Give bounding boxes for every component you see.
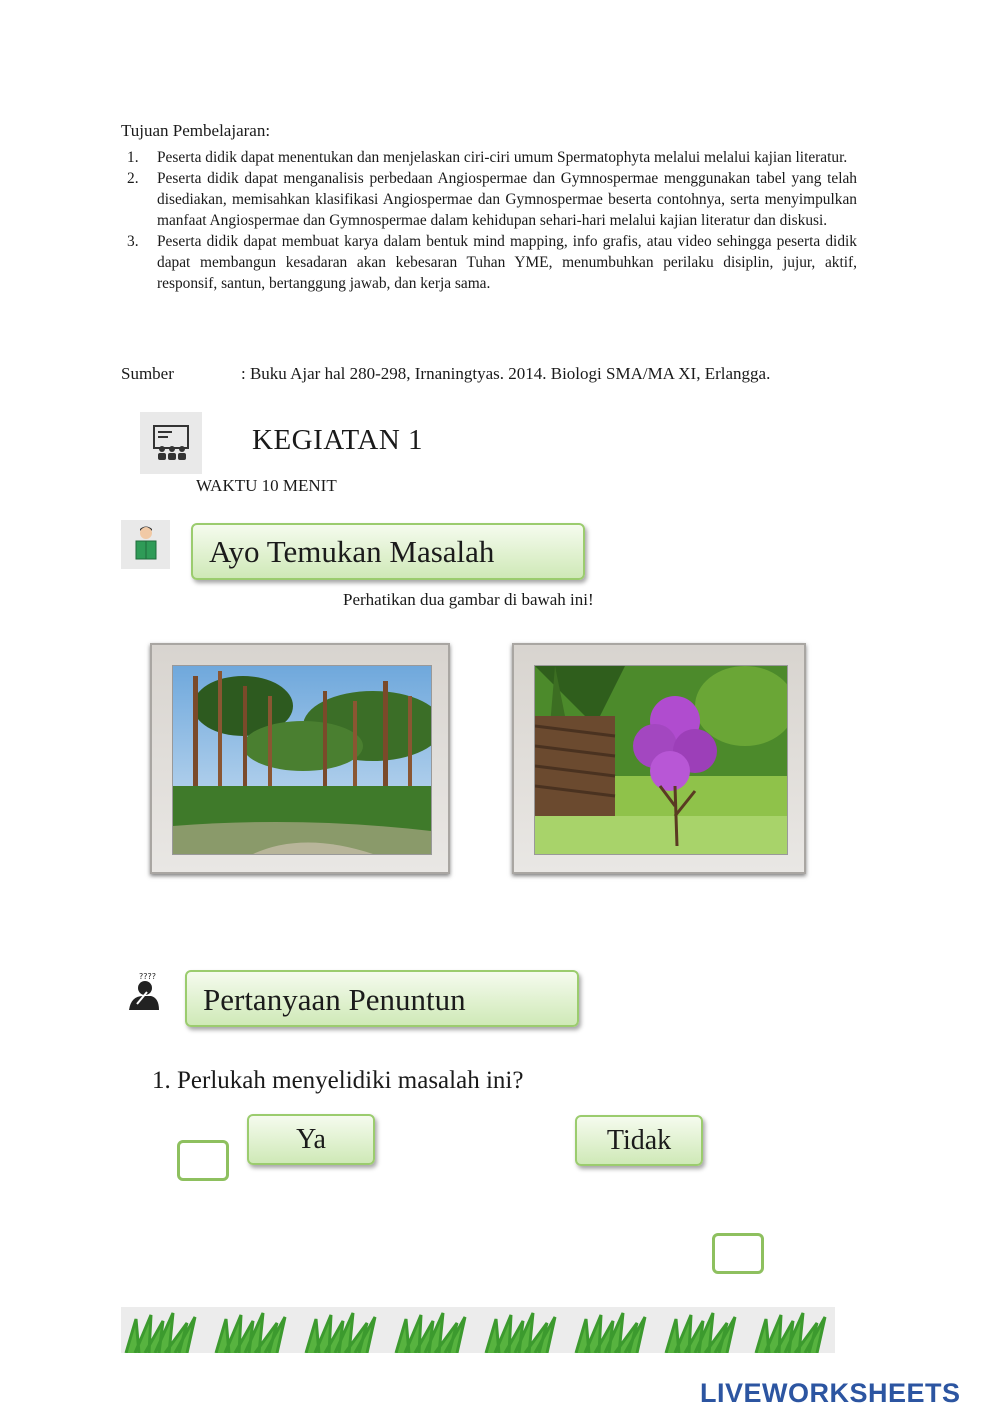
activity-time: WAKTU 10 MENIT	[196, 476, 337, 495]
question-1: 1. Perlukah menyelidiki masalah ini?	[152, 1067, 524, 1094]
goals-list	[121, 147, 857, 294]
source-label: Sumber	[121, 364, 174, 383]
goal-item: 1. Peserta didik dapat menentukan dan menjelaskan ciri-ciri umum Spermatophyta melalui melalui kajian literatur.	[127, 149, 848, 166]
goal-item: 2. Peserta didik dapat menganalisis perbedaan Angiospermae dan Gymnospermae menggunakan tabel yang telah disediakan, memisahkan klasifikasi Angiospermae dan Gymnospermae beserta contohnya, serta menyimpulkan manfaat Angiospermae dan Gymnospermae dalam kehidupan sehari-hari melalui kajian literatur dan diskusi.	[127, 170, 857, 229]
palm-and-flowering-tree-photo	[534, 665, 788, 855]
thinking-person-icon	[123, 970, 165, 1012]
answer-checkbox-yes[interactable]	[177, 1140, 229, 1181]
instruction-text: Perhatikan dua gambar di bawah ini!	[343, 590, 594, 609]
student-reading-icon	[121, 520, 170, 569]
option-yes-button[interactable]	[247, 1114, 375, 1165]
option-no-label: Tidak	[606, 1125, 672, 1156]
svg-text:????: ????	[139, 972, 156, 981]
goals-title: Tujuan Pembelajaran:	[121, 121, 271, 140]
pine-forest-photo	[172, 665, 432, 855]
liveworksheets-logo: LIVEWORKSHEETS	[700, 1378, 961, 1408]
problem-heading: Ayo Temukan Masalah	[209, 534, 495, 569]
grass-border	[121, 1307, 835, 1353]
questions-heading: Pertanyaan Penuntun	[203, 982, 466, 1017]
answer-checkbox-no[interactable]	[712, 1233, 764, 1274]
photo-frame-1	[150, 643, 450, 874]
photo-frame-2	[512, 643, 806, 874]
source-line	[121, 364, 861, 384]
option-yes-label: Ya	[296, 1124, 326, 1155]
source-text: : Buku Ajar hal 280-298, Irnaningtyas. 2014. Biologi SMA/MA XI, Erlangga.	[241, 364, 771, 383]
goal-item: 3. Peserta didik dapat membuat karya dalam bentuk mind mapping, info grafis, atau video sehingga peserta didik dapat membangun kesadaran akan kebesaran Tuhan YME, menumbuhkan perilaku disiplin, jujur, aktif, responsif, santun, bertanggung jawab, dan kerja sama.	[127, 233, 857, 292]
activity-title: KEGIATAN 1	[252, 424, 424, 456]
classroom-presentation-icon	[140, 412, 202, 474]
questions-heading-box	[185, 970, 579, 1027]
problem-heading-box	[191, 523, 585, 580]
option-no-button[interactable]	[575, 1115, 703, 1166]
